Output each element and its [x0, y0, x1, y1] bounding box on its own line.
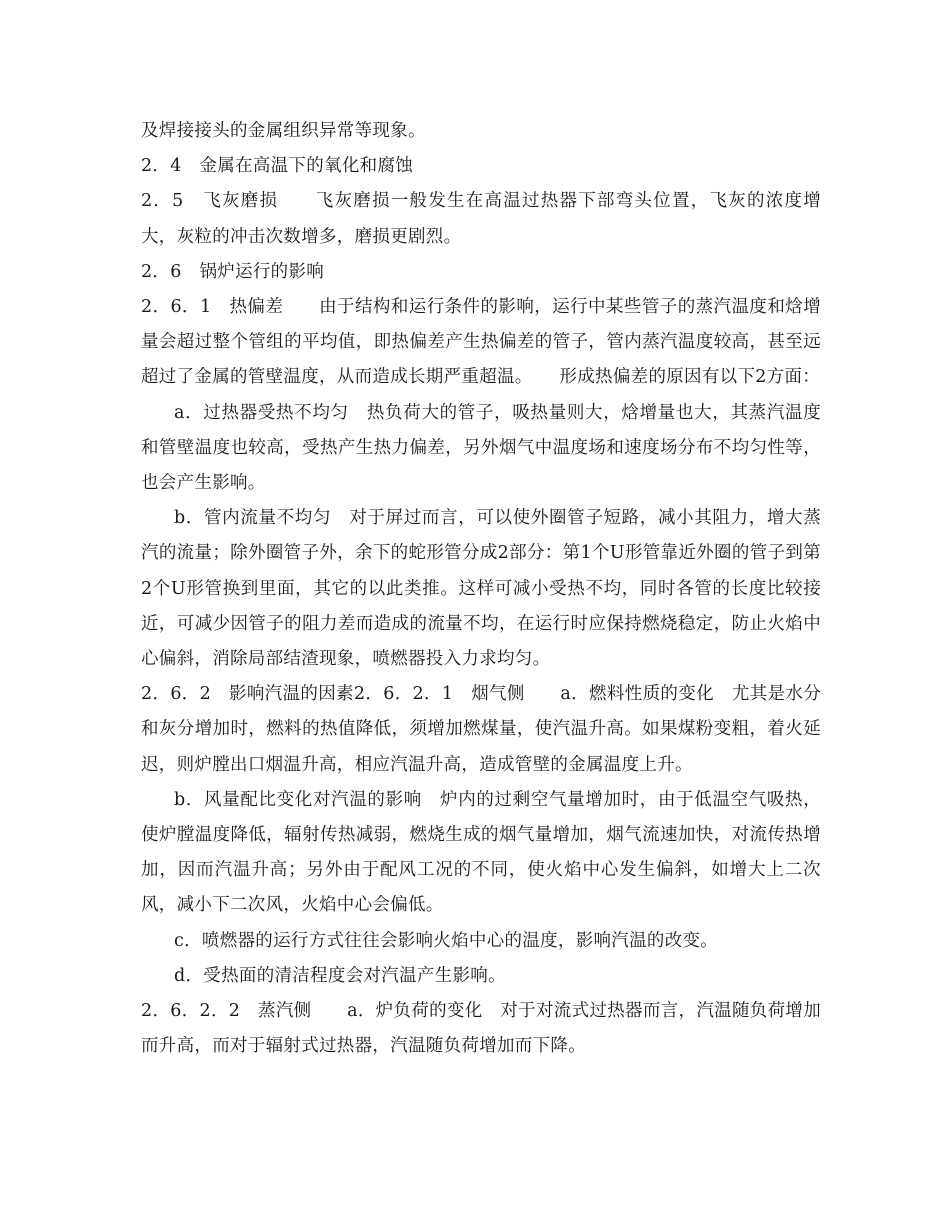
- paragraph-item-b-uneven-flow: b．管内流量不均匀 对于屏过而言，可以使外圈管子短路，减小其阻力，增大蒸汽的流量；除外圈管子外，余下的蛇形管分成2部分：第1个U形管靠近外圈的管子到第2个U形管换到里面，其它的以此类推。这样可减小受热不均，同时各管的长度比较接近，可减少因管子的阻力差而造成的流量不均，在运行时应保持燃烧稳定，防止火焰中心偏斜，消除局部结渣现象，喷燃器投入力求均匀。: [141, 508, 821, 670]
- paragraph-2-6-1-thermal-deviation: 2．6．1 热偏差 由于结构和运行条件的影响，运行中某些管子的蒸汽温度和焓增量会超过整个管组的平均值，即热偏差产生热偏差的管子，管内蒸汽温度较高，甚至远超过了金属的管壁温度，从而造成长期严重超温。 形成热偏差的原因有以下2方面：: [141, 297, 821, 388]
- paragraph-2-6-2-2-steam-side: 2．6．2．2 蒸汽侧 a．炉负荷的变化 对于对流式过热器而言，汽温随负荷增加而升高，而对于辐射式过热器，汽温随负荷增加而下降。: [141, 1001, 821, 1057]
- heading-2-4-oxidation: 2．4 金属在高温下的氧化和腐蚀: [141, 156, 414, 177]
- paragraph-2-5-fly-ash-wear: 2．5 飞灰磨损 飞灰磨损一般发生在高温过热器下部弯头位置，飞灰的浓度增大，灰粒的冲击次数增多，磨损更剧烈。: [141, 191, 821, 247]
- paragraph-item-c-burner-mode: c．喷燃器的运行方式往往会影响火焰中心的温度，影响汽温的改变。: [174, 930, 719, 951]
- paragraph-weld-anomaly: 及焊接接头的金属组织异常等现象。: [141, 121, 426, 141]
- paragraph-item-b-air-ratio: b．风量配比变化对汽温的影响 炉内的过剩空气量增加时，由于低温空气吸热，使炉膛温度降低，辐射传热减弱，燃烧生成的烟气量增加，烟气流速加快，对流传热增加，因而汽温升高；另外由于配风工况的不同，使火焰中心发生偏斜，如增大上二次风，减小下二次风，火焰中心会偏低。: [141, 789, 821, 916]
- paragraph-item-a-uneven-heating: a．过热器受热不均匀 热负荷大的管子，吸热量则大，焓增量也大，其蒸汽温度和管壁温度也较高，受热产生热力偏差，另外烟气中温度场和速度场分布不均匀性等，也会产生影响。: [141, 402, 821, 494]
- paragraph-2-6-2-steam-temp-factors: 2．6．2 影响汽温的因素2．6．2．1 烟气侧 a．燃料性质的变化 尤其是水分和灰分增加时，燃料的热值降低，须增加燃煤量，使汽温升高。如果煤粉变粗，着火延迟，则炉膛出口烟温升高，相应汽温升高，造成管壁的金属温度上升。: [141, 684, 821, 775]
- paragraph-item-d-surface-cleanliness: d．受热面的清洁程度会对汽温产生影响。: [174, 965, 506, 986]
- document-body: [141, 114, 821, 1064]
- heading-2-6-boiler-operation: 2．6 锅炉运行的影响: [141, 261, 325, 282]
